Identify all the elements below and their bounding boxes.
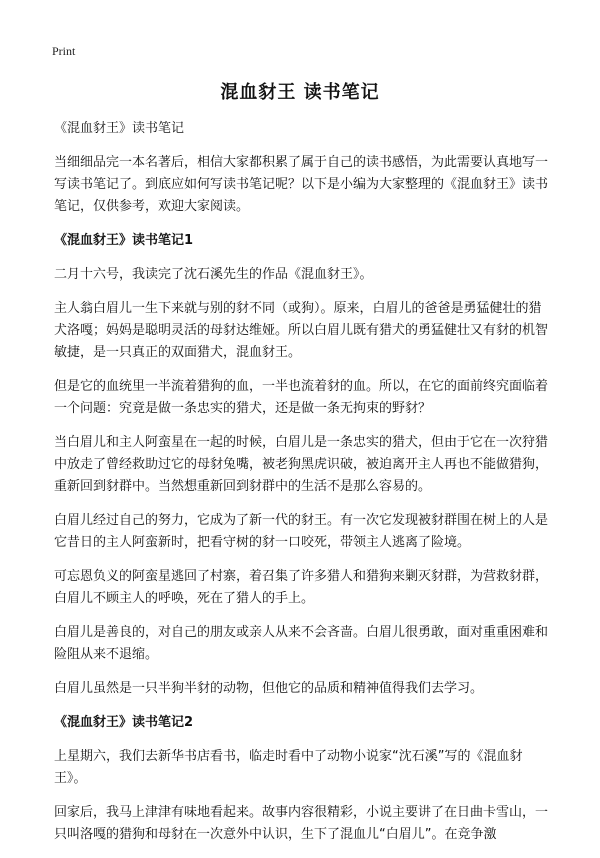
section-2-heading: 《混血豺王》读书笔记2 xyxy=(54,715,194,730)
paragraph: 白眉儿是善良的，对自己的朋友或亲人从来不会吝啬。白眉儿很勇敢，面对重重困难和险阻从来不退缩。 xyxy=(54,625,549,662)
intro-paragraph: 当细细品完一本名著后，相信大家都积累了属于自己的读书感悟，为此需要认真地写一写读书笔记了。到底应如何写读书笔记呢？以下是小编为大家整理的《混血豺王》读书笔记，仅供参考，欢迎大家阅读。 xyxy=(54,155,549,214)
paragraph: 白眉儿经过自己的努力，它成为了新一代的豺王。有一次它发现被豺群围在树上的人是它昔日的主人阿蛮新时，把看守树的豺一口咬死，带领主人逃离了险境。 xyxy=(54,513,549,550)
paragraph: 当白眉儿和主人阿蛮星在一起的时候，白眉儿是一条忠实的猎犬，但由于它在一次狩猎中放走了曾经救助过它的母豺兔嘴，被老狗黑虎识破，被迫离开主人再也不能做猎狗，重新回到豺群中。当然想重新回到豺群中的生活不是那么容易的。 xyxy=(54,435,549,494)
paragraph: 但是它的血统里一半流着猎狗的血，一半也流着豺的血。所以，在它的面前终究面临着一个问题：究竟是做一条忠实的猎犬，还是做一条无拘束的野豺？ xyxy=(54,379,549,416)
paragraph: 二月十六号，我读完了沈石溪先生的作品《混血豺王》。 xyxy=(54,267,373,282)
document-title: 混血豺王 读书笔记 xyxy=(220,82,380,103)
paragraph: 可忘恩负义的阿蛮星逃回了村寨，着召集了许多猎人和猎狗来剿灭豺群，为营救豺群，白眉儿不顾主人的呼唤，死在了猎人的手上。 xyxy=(54,569,549,606)
paragraph: 白眉儿虽然是一只半狗半豺的动物，但他它的品质和精神值得我们去学习。 xyxy=(54,681,484,696)
paragraph: 主人翁白眉儿一生下来就与别的豺不同（或狗）。原来，白眉儿的爸爸是勇猛健壮的猎犬洛嘎；妈妈是聪明灵活的母豺达维娅。所以白眉儿既有猎犬的勇猛健壮又有豺的机智敏捷，是一只真正的双面猎犬，混血豺王。 xyxy=(54,301,549,360)
print-link[interactable]: Print xyxy=(52,44,76,58)
section-1-heading: 《混血豺王》读书笔记1 xyxy=(54,233,194,248)
subtitle: 《混血豺王》读书笔记 xyxy=(54,121,185,136)
paragraph: 上星期六，我们去新华书店看书，临走时看中了动物小说家“沈石溪”写的《混血豺王》。 xyxy=(54,749,523,786)
paragraph: 回家后，我马上津津有味地看起来。故事内容很精彩，小说主要讲了在日曲卡雪山，一只叫洛嘎的猎狗和母豺在一次意外中认识，生下了混血儿“白眉儿”。在竞争激 xyxy=(54,805,549,842)
article-body xyxy=(54,118,552,858)
